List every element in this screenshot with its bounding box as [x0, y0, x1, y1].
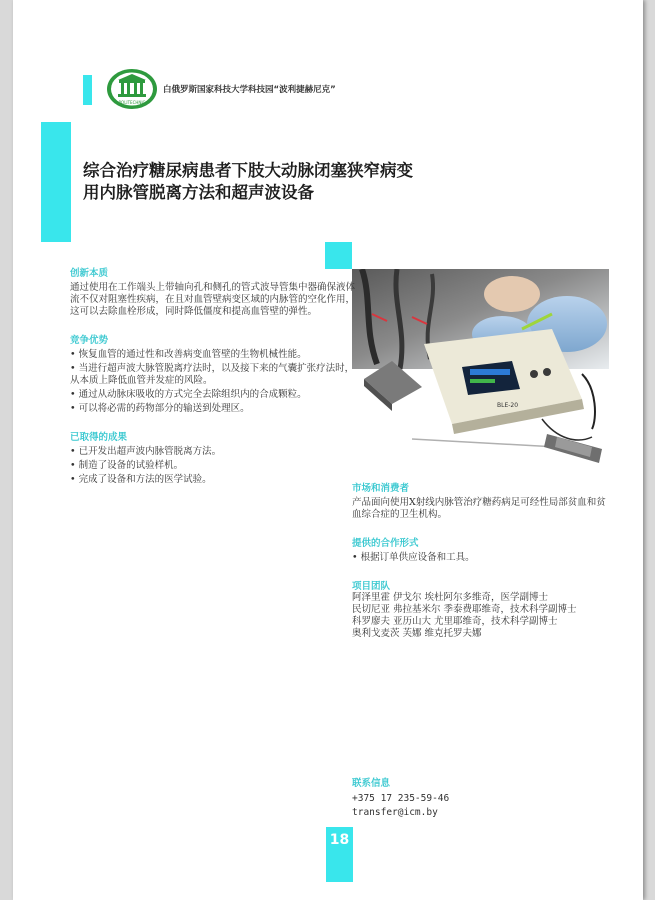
advantages-heading: 竞争优势 — [70, 335, 109, 346]
team-member: 科罗廖夫 亚历山大 尤里耶维奇，技术科学副博士 — [352, 616, 558, 627]
results-list — [70, 446, 360, 486]
list-item: • 已开发出超声波内脉管脱离方法。 — [70, 446, 222, 457]
right-column — [352, 480, 614, 654]
bullet-icon: • — [70, 363, 76, 374]
list-item: • 可以将必需的药物部分的输送到处理区。 — [70, 403, 250, 414]
list-item: • 根据订单供应设备和工具。 — [352, 552, 475, 563]
list-item: • 制造了设备的试验样机。 — [70, 460, 184, 471]
section-market — [352, 480, 614, 521]
contact-heading: 联系信息 — [352, 778, 391, 789]
bullet-icon: • — [70, 460, 76, 471]
bullet-icon: • — [70, 389, 76, 400]
contact-phone: +375 17 235-59-46 — [352, 793, 450, 804]
advantages-list — [70, 349, 360, 415]
left-column — [70, 265, 360, 500]
section-advantages — [70, 332, 360, 415]
title-line-1: 综合治疗糖尿病患者下肢大动脉闭塞狭窄病变 — [83, 161, 413, 180]
results-heading: 已取得的成果 — [70, 432, 128, 443]
bullet-icon: • — [70, 446, 76, 457]
bullet-icon: • — [70, 474, 76, 485]
section-results — [70, 429, 360, 486]
team-member: 阿泽里霍 伊戈尔 埃杜阿尔多维奇，医学副博士 — [352, 592, 549, 603]
bullet-icon: • — [70, 349, 76, 360]
university-logo-icon — [106, 68, 158, 110]
list-item: • 恢复血管的通过性和改善病变血管壁的生物机械性能。 — [70, 349, 307, 360]
logo-text: POLITECHNIC — [118, 100, 146, 105]
section-cooperation — [352, 535, 614, 564]
organization-name: 白俄罗斯国家科技大学科技园“波利捷赫尼克” — [163, 85, 336, 95]
team-member: 奥利戈麦茨 芙娜 维克托罗夫娜 — [352, 628, 482, 639]
page-title — [83, 160, 473, 204]
innovation-heading: 创新本质 — [70, 268, 109, 279]
accent-bar-title — [41, 122, 71, 242]
brochure-page — [13, 0, 643, 900]
device-screen-label: BLE-20 — [497, 402, 519, 409]
market-text: 产品面向使用X射线内脉管治疗糖药病足可经性局部贫血和贫血综合症的卫生机构。 — [352, 497, 606, 520]
section-innovation — [70, 265, 360, 318]
list-item: • 通过从动脉床吸收的方式完全去除组织内的合成颗粒。 — [70, 389, 307, 400]
list-item: • 当进行超声波大脉管脱离疗法时，以及接下来的气囊扩张疗法时，从本质上降低血管并发症的风险。 — [70, 363, 355, 386]
title-line-2: 用内脉管脱离方法和超声波设备 — [83, 183, 314, 202]
bullet-icon: • — [70, 403, 76, 414]
accent-bar-header — [83, 75, 92, 105]
section-contact — [352, 775, 449, 820]
team-heading: 项目团队 — [352, 581, 391, 592]
cooperation-list — [352, 552, 614, 564]
bullet-icon: • — [352, 552, 358, 563]
innovation-text: 通过使用在工作端头上带轴向孔和侧孔的管式波导管集中器确保液体流不仅对阻塞性疾病，在且对血管壁病变区域的内脉管的空化作用，这可以去除血栓形成，同时降低僵度和提高血管壁的弹性。 — [70, 282, 356, 317]
cooperation-heading: 提供的合作形式 — [352, 538, 419, 549]
section-team — [352, 578, 614, 640]
market-heading: 市场和消费者 — [352, 483, 410, 494]
page-number: 18 — [329, 832, 350, 848]
device-photo — [352, 269, 609, 475]
team-member: 民切尼亚 弗拉基米尔 季泰费耶维奇，技术科学副博士 — [352, 604, 577, 615]
list-item: • 完成了设备和方法的医学试验。 — [70, 474, 212, 485]
contact-email[interactable]: transfer@icm.by — [352, 807, 438, 818]
